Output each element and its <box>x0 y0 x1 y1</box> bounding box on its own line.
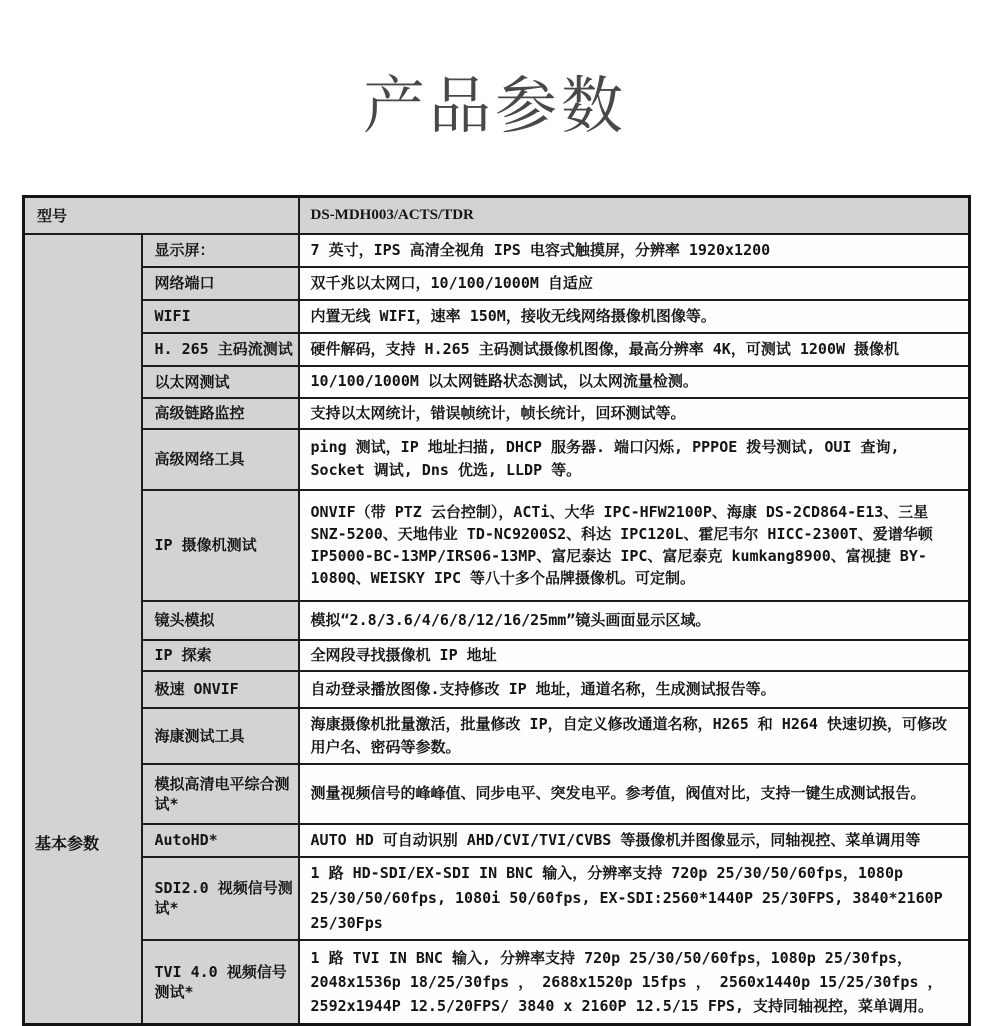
spec-row <box>24 940 970 1025</box>
spec-value: 支持以太网统计，错误帧统计，帧长统计，回环测试等。 <box>299 398 970 429</box>
spec-row <box>24 857 970 940</box>
group-cell <box>24 234 142 1025</box>
spec-label: 显示屏： <box>142 234 299 267</box>
spec-label: 镜头模拟 <box>142 601 299 640</box>
page-title: 产品参数 <box>362 69 627 142</box>
spec-value: 双千兆以太网口，10/100/1000M 自适应 <box>299 267 970 300</box>
spec-value: 测量视频信号的峰峰值、同步电平、突发电平。参考值，阀值对比，支持一键生成测试报告。 <box>299 764 970 824</box>
spec-label: IP 探索 <box>142 640 299 671</box>
spec-value: 1 路 HD-SDI/EX-SDI IN BNC 输入，分辨率支持 720p 25/30/50/60fps，1080p 25/30/50/60fps, 1080i 50/60fps, EX-SDI:2560*1440P 25/30FPS, 3840*2160P 25/30Fps <box>299 857 970 940</box>
spec-row <box>24 300 970 333</box>
spec-value: 1 路 TVI IN BNC 输入, 分辨率支持 720p 25/30/50/60fps，1080p 25/30fps， 2048x1536p 18/25/30fps ， 2688x1520p 15fps ， 2560x1440p 15/25/30fps ， 2592x1944P 12.5/20FPS/ 3840 x 2160P 12.5/15 FPS, 支持同轴视控，菜单调用。 <box>299 940 970 1025</box>
spec-row <box>24 398 970 429</box>
spec-label: IP 摄像机测试 <box>142 490 299 601</box>
spec-label: TVI 4.0 视频信号测试* <box>142 940 299 1025</box>
group-label: 基本参数 <box>35 833 100 853</box>
spec-row <box>24 764 970 824</box>
spec-value: 模拟“2.8/3.6/4/6/8/12/16/25mm”镜头画面显示区域。 <box>299 601 970 640</box>
spec-row <box>24 366 970 398</box>
spec-label: 高级网络工具 <box>142 429 299 490</box>
spec-value: 内置无线 WIFI，速率 150M，接收无线网络摄像机图像等。 <box>299 300 970 333</box>
spec-label: 模拟高清电平综合测试* <box>142 764 299 824</box>
spec-value: ping 测试，IP 地址扫描, DHCP 服务器. 端口闪烁, PPPOE 拨号测试, OUI 查询, Socket 调试, Dns 优选, LLDP 等。 <box>299 429 970 490</box>
spec-label: SDI2.0 视频信号测试* <box>142 857 299 940</box>
spec-label: WIFI <box>142 300 299 333</box>
spec-value: ONVIF（带 PTZ 云台控制），ACTi、大华 IPC-HFW2100P、海康 DS-2CD864-E13、三星 SNZ-5200、天地伟业 TD-NC9200S2、科达 IPC120L、霍尼韦尔 HICC-2300T、爱谱华顿 IP5000-BC-13MP/IRS06-13MP、富尼泰达 IPC、富尼泰克 kumkang8900、富视捷 BY-1080Q、WEISKY IPC 等八十多个品牌摄像机。可定制。 <box>299 490 970 601</box>
spec-row <box>24 490 970 601</box>
spec-label: 海康测试工具 <box>142 708 299 764</box>
spec-label: H. 265 主码流测试 <box>142 333 299 366</box>
spec-row <box>24 333 970 366</box>
spec-label: 以太网测试 <box>142 366 299 398</box>
spec-row <box>24 824 970 857</box>
model-label: 型号 <box>24 197 299 234</box>
spec-row <box>24 708 970 764</box>
spec-table <box>22 195 971 1026</box>
spec-row <box>24 601 970 640</box>
spec-label: 网络端口 <box>142 267 299 300</box>
spec-label: 高级链路监控 <box>142 398 299 429</box>
spec-value: 自动登录播放图像.支持修改 IP 地址，通道名称，生成测试报告等。 <box>299 671 970 708</box>
spec-value: 全网段寻找摄像机 IP 地址 <box>299 640 970 671</box>
spec-value: 7 英寸，IPS 高清全视角 IPS 电容式触摸屏，分辨率 1920x1200 <box>299 234 970 267</box>
spec-label: 极速 ONVIF <box>142 671 299 708</box>
model-row <box>24 197 970 234</box>
spec-value: 海康摄像机批量激活，批量修改 IP，自定义修改通道名称，H265 和 H264 快速切换，可修改用户名、密码等参数。 <box>299 708 970 764</box>
model-value: DS-MDH003/ACTS/TDR <box>299 197 970 234</box>
spec-row <box>24 234 970 267</box>
spec-value: 10/100/1000M 以太网链路状态测试，以太网流量检测。 <box>299 366 970 398</box>
spec-row <box>24 267 970 300</box>
spec-value: 硬件解码，支持 H.265 主码测试摄像机图像，最高分辨率 4K，可测试 1200W 摄像机 <box>299 333 970 366</box>
spec-row <box>24 671 970 708</box>
spec-row <box>24 640 970 671</box>
spec-value: AUTO HD 可自动识别 AHD/CVI/TVI/CVBS 等摄像机并图像显示，同轴视控、菜单调用等 <box>299 824 970 857</box>
spec-label: AutoHD* <box>142 824 299 857</box>
spec-row <box>24 429 970 490</box>
